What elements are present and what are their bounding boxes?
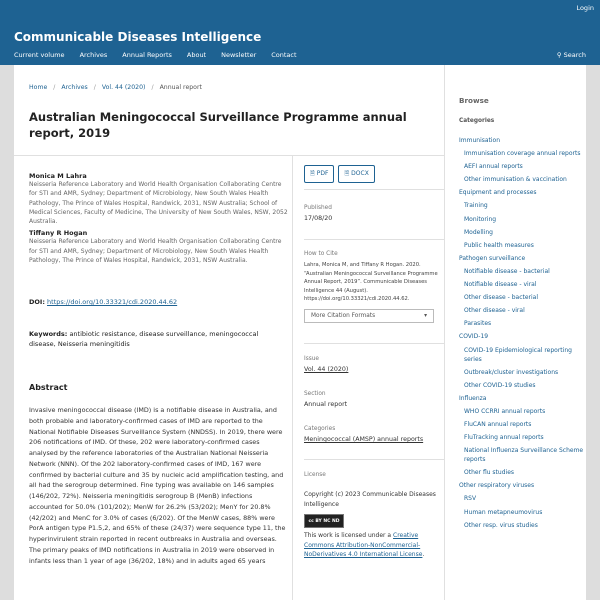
sidebar-category[interactable]: Equipment and processes <box>459 189 537 197</box>
abstract-heading: Abstract <box>29 383 68 392</box>
published-date: 17/08/20 <box>304 215 333 222</box>
issue-section <box>304 356 439 373</box>
browse-heading: Browse <box>459 96 489 105</box>
column-divider <box>292 155 293 600</box>
license-section <box>304 472 439 560</box>
abstract-paragraph: Invasive meningococcal disease (IMD) is a notifiable disease in Australia, and both probable and laboratory-confirmed cases of IMD are reported to the National Notifiable Diseases Surveillance System (NNDSS). In 2019, there were 206 notifications of IMD. Of these, 202 were laboratory-confirmed cases analysed by the reference laboratories of the Australian National Neisseria Network (NNN). Of the 202 laboratory-confirmed cases of IMD, 167 were confirmed by bacterial culture and 35 by nucleic acid amplification testing, and all had the serogroup determined. Fine typing was available on 146 samples (146/202, 72%). Neisseria meningitidis serogroup B (MenB) infections accounted for 50.0% (101/202); MenW for 26.2% (53/202); MenY for 20.8% (42/202) and MenC for 3.0% of cases (6/202). Of the MenW cases, 88% were PorA antigen type P1.5,2, and 65% of these (24/37) were sequence type 11, the hyperinvirulent strain reported in recent outbreaks in Australia and overseas. <box>29 406 286 543</box>
cite-section <box>304 251 439 323</box>
sidebar-subcategory[interactable]: Modelling <box>464 228 493 236</box>
sidebar-subcategory[interactable]: Notifiable disease - viral <box>464 281 537 289</box>
author-name: Monica M Lahra <box>29 172 87 180</box>
main-nav <box>14 51 312 59</box>
abstract-paragraph: The primary peaks of IMD notifications in Australia in 2019 were observed in infants less than 1 year of age (36/202, 18%) and in adults aged 65 years <box>29 545 275 565</box>
license-link[interactable]: Creative Commons Attribution-NonCommercial-NoDerivatives 4.0 International License <box>304 532 423 559</box>
keywords-value: antibiotic resistance, disease surveillance, meningococcal disease, Neisseria meningitidis <box>29 330 259 349</box>
sidebar-subcategory[interactable]: WHO CCRRI annual reports <box>464 407 546 415</box>
page-content <box>14 65 586 600</box>
breadcrumb-separator: / <box>53 84 56 91</box>
sidebar-subcategory[interactable]: FluCAN annual reports <box>464 420 532 428</box>
citation-formats-dropdown[interactable] <box>304 309 434 323</box>
docx-button[interactable] <box>338 165 374 183</box>
sidebar-category[interactable]: Other respiratory viruses <box>459 482 535 490</box>
author-name: Tiffany R Hogan <box>29 229 88 238</box>
sidebar-subcategory[interactable]: COVID-19 Epidemiological reporting series <box>464 346 572 363</box>
nav-contact[interactable]: Contact <box>271 51 297 59</box>
category-list <box>459 136 586 534</box>
nav-annual-reports[interactable]: Annual Reports <box>122 51 172 59</box>
citation-text: Lahra, Monica M, and Tiffany R Hogan. 2020. “Australian Meningococcal Surveillance Programme Annual Report, 2019”. Communicable Diseases Intelligence 44 (August). https://doi.org/10.33321/cdi.2020.44.62. <box>304 262 438 303</box>
sidebar-category[interactable]: Immunisation <box>459 137 501 144</box>
sidebar-subcategory[interactable]: Other disease - bacterial <box>464 294 539 302</box>
nav-about[interactable]: About <box>186 51 207 59</box>
sidebar-subcategory[interactable]: Parasites <box>464 320 492 328</box>
published-label: Published <box>304 205 332 211</box>
pdf-button-label: PDF <box>316 170 329 177</box>
section-divider <box>304 239 445 240</box>
sidebar-subcategory[interactable]: Human metapneumovirus <box>464 508 543 516</box>
galley-buttons <box>304 165 379 183</box>
categories-label: Categories <box>304 426 336 432</box>
nav-archives[interactable]: Archives <box>79 51 108 59</box>
cite-label: How to Cite <box>304 251 338 257</box>
breadcrumb-separator: / <box>93 84 96 91</box>
search-icon: ⚲ <box>556 51 562 59</box>
published-section <box>304 205 439 222</box>
pdf-button[interactable] <box>304 165 334 183</box>
citation-formats-label: More Citation Formats <box>311 312 376 319</box>
sidebar-subcategory[interactable]: Training <box>464 202 488 210</box>
site-title[interactable]: Communicable Diseases Intelligence <box>14 30 262 44</box>
sidebar-subcategory[interactable]: Other resp. virus studies <box>464 521 538 529</box>
category-link[interactable]: Meningococcal (AMSP) annual reports <box>304 436 424 443</box>
breadcrumb-separator: / <box>151 84 154 91</box>
section-value: Annual report <box>304 401 348 408</box>
categories-section <box>304 426 439 443</box>
docx-button-label: DOCX <box>351 170 369 177</box>
sidebar-subcategory[interactable]: National Influenza Surveillance Scheme reports <box>464 447 584 464</box>
issue-label: Issue <box>304 356 319 362</box>
site-header <box>0 0 600 65</box>
copyright-text: Copyright (c) 2023 Communicable Diseases Intelligence <box>304 491 436 508</box>
license-text <box>304 531 439 560</box>
search-link[interactable] <box>557 51 586 59</box>
keywords-label: Keywords: <box>29 330 68 338</box>
sidebar-category[interactable]: Influenza <box>459 394 487 402</box>
authors-block <box>29 170 289 265</box>
breadcrumb-archives[interactable]: Archives <box>61 84 88 91</box>
doi-link[interactable]: https://doi.org/10.33321/cdi.2020.44.62 <box>47 298 178 306</box>
section-divider <box>304 343 445 344</box>
author-affiliation: Neisseria Reference Laboratory and World Health Organisation Collaborating Centre for STI and AMR, Sydney; Department of Microbiology, New South Wales Health Pathology, The Prince of Wales Hospital, Randwick, 2031, NSW Australia; School of Medical Sciences, Faculty of Medicine, The University of New South Wales, NSW, 2052 Australia. <box>29 181 288 226</box>
license-label: License <box>304 472 326 478</box>
doi-row <box>29 298 177 306</box>
sidebar-subcategory[interactable]: AEFI annual reports <box>464 163 523 171</box>
doi-label: DOI: <box>29 298 45 306</box>
sidebar-subcategory[interactable]: FluTracking annual reports <box>464 434 544 442</box>
abstract-text <box>29 405 287 566</box>
categories-heading: Categories <box>459 118 495 124</box>
sidebar-subcategory[interactable]: Other COVID-19 studies <box>464 381 536 389</box>
section-divider <box>304 459 445 460</box>
article-title: Australian Meningococcal Surveillance Programme annual report, 2019 <box>29 110 407 140</box>
file-icon: 🗎 <box>310 170 317 177</box>
license-prefix: This work is licensed under a <box>304 532 394 540</box>
title-divider <box>14 155 445 156</box>
article-main <box>14 65 445 600</box>
sidebar-subcategory[interactable]: Other flu studies <box>464 469 515 477</box>
login-link[interactable]: Login <box>576 4 594 12</box>
search-label: Search <box>563 51 586 59</box>
sidebar-category[interactable]: Pathogen surveillance <box>459 254 526 262</box>
section-label: Section <box>304 391 326 397</box>
author-affiliation: Neisseria Reference Laboratory and World Health Organisation Collaborating Centre for STI and AMR, Sydney; Department of Microbiology, New South Wales Health Pathology, The Prince of Wales Hospital, Randwick, 2031, NSW Australia. <box>29 238 282 265</box>
breadcrumb-current: Annual report <box>159 84 202 91</box>
sidebar-category[interactable]: COVID-19 <box>459 333 489 341</box>
file-icon: 🗎 <box>344 170 352 177</box>
sidebar-subcategory[interactable]: Other immunisation & vaccination <box>464 176 567 184</box>
sidebar-subcategory[interactable]: Other disease - viral <box>464 307 525 315</box>
license-suffix: . <box>422 551 425 559</box>
keywords-row <box>29 329 284 349</box>
sidebar-subcategory[interactable]: Monitoring <box>464 215 497 223</box>
chevron-down-icon: ▾ <box>424 312 427 319</box>
section-section <box>304 391 439 408</box>
breadcrumb-issue[interactable]: Vol. 44 (2020) <box>101 84 146 91</box>
nav-current-volume[interactable]: Current volume <box>14 51 65 59</box>
cc-license-badge[interactable] <box>304 514 439 528</box>
issue-link[interactable]: Vol. 44 (2020) <box>304 366 349 373</box>
nav-newsletter[interactable]: Newsletter <box>221 51 257 59</box>
sidebar-subcategory[interactable]: Outbreak/cluster investigations <box>464 368 559 376</box>
sidebar-subcategory[interactable]: Notifiable disease - bacterial <box>464 267 550 275</box>
sidebar-subcategory[interactable]: Immunisation coverage annual reports <box>464 150 581 158</box>
sidebar-subcategory[interactable]: Public health measures <box>464 241 534 249</box>
breadcrumb-home[interactable]: Home <box>29 84 48 91</box>
sidebar-subcategory[interactable]: RSV <box>464 495 477 503</box>
breadcrumb <box>29 84 202 91</box>
cc-badge-icon: cc BY NC ND <box>304 514 344 528</box>
section-divider <box>304 189 445 190</box>
